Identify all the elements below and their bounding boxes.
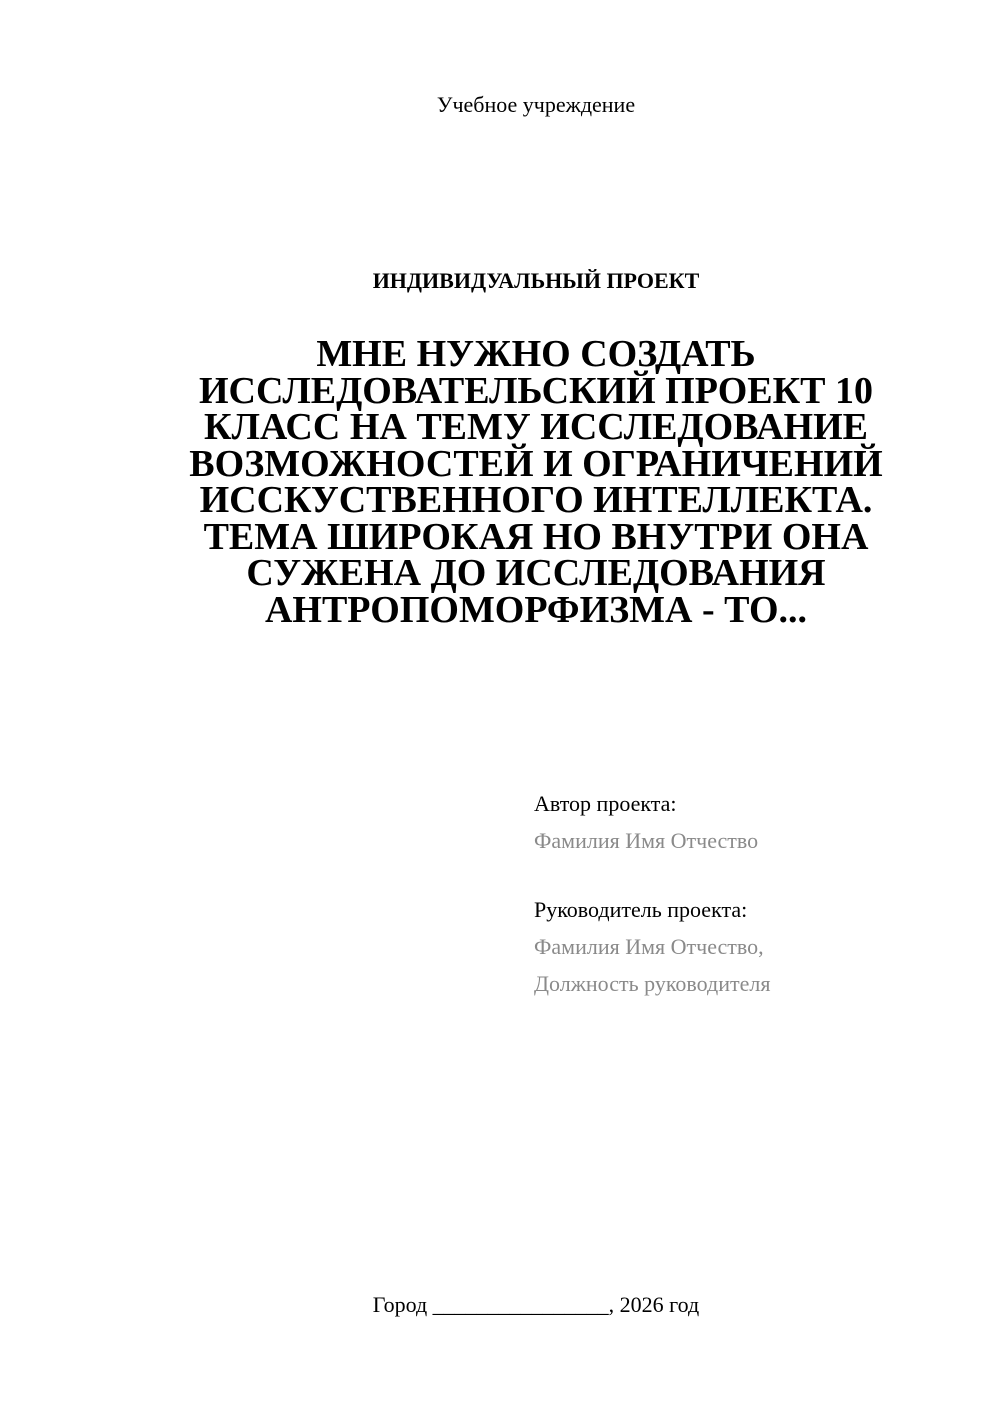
year-text: , 2026 год bbox=[608, 1292, 700, 1317]
title-line: МНЕ НУЖНО СОЗДАТЬ bbox=[316, 333, 756, 375]
title-line: СУЖЕНА ДО ИССЛЕДОВАНИЯ bbox=[246, 552, 826, 594]
title-line: ВОЗМОЖНОСТЕЙ И ОГРАНИЧЕНИЙ bbox=[189, 442, 883, 485]
city-blank: ________________ bbox=[432, 1292, 609, 1317]
institution-name: Учебное учреждение bbox=[436, 92, 636, 117]
title-line: ИССКУСТВЕННОГО ИНТЕЛЛЕКТА. bbox=[199, 479, 873, 521]
supervisor-label: Руководитель проекта: bbox=[534, 897, 748, 922]
supervisor-block bbox=[534, 897, 954, 1008]
author-block bbox=[534, 791, 954, 865]
city-year-line bbox=[0, 1292, 1000, 1318]
city-label: Город bbox=[372, 1292, 428, 1317]
supervisor-name: Фамилия Имя Отчество, bbox=[534, 934, 764, 959]
supervisor-position: Должность руководителя bbox=[534, 971, 771, 996]
project-title bbox=[150, 333, 922, 631]
author-label: Автор проекта: bbox=[534, 791, 677, 816]
title-line: КЛАСС НА ТЕМУ ИССЛЕДОВАНИЕ bbox=[204, 406, 868, 448]
title-line: ИССЛЕДОВАТЕЛЬСКИЙ ПРОЕКТ 10 bbox=[198, 369, 874, 412]
title-line: ТЕМА ШИРОКАЯ НО ВНУТРИ ОНА bbox=[203, 515, 869, 558]
author-name: Фамилия Имя Отчество bbox=[534, 828, 759, 853]
title-line: АНТРОПОМОРФИЗМА - ТО... bbox=[264, 588, 808, 631]
project-type-heading: ИНДИВИДУАЛЬНЫЙ ПРОЕКТ bbox=[372, 268, 700, 293]
